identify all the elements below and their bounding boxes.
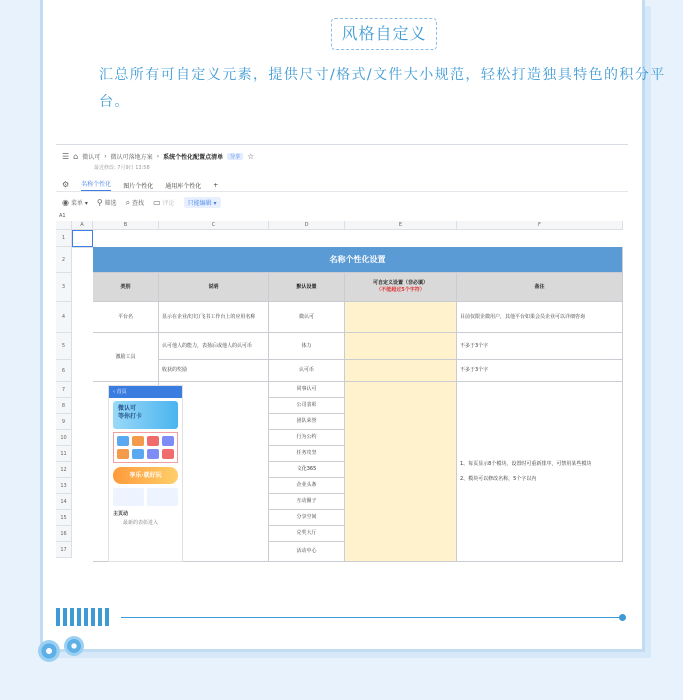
- stripe: [63, 608, 67, 626]
- tools-custom-cell-1[interactable]: [345, 333, 457, 360]
- stripe: [91, 608, 95, 626]
- circle-menu-icon: ◉: [62, 198, 69, 207]
- stripe: [84, 608, 88, 626]
- find-icon: ⌕: [125, 198, 131, 207]
- stripe: [105, 608, 109, 626]
- module-icon: [147, 449, 159, 459]
- phone-list-item: 最新的表彰进入: [123, 520, 159, 526]
- phone-header: ‹ 首页: [109, 386, 182, 398]
- header-custom-note: （不能超过5个字符）: [376, 287, 425, 293]
- menu-label: 菜单: [70, 200, 83, 207]
- header-default: 默认设置: [269, 273, 345, 302]
- module-item[interactable]: 文化365: [269, 462, 345, 478]
- stripe: [70, 608, 74, 626]
- row-header[interactable]: 12: [56, 462, 72, 478]
- chevron-right-icon: ›: [156, 153, 160, 160]
- phone-banner-line2: 等你打卡: [118, 413, 143, 420]
- platform-category[interactable]: 平台名: [93, 302, 159, 333]
- footer-line: [121, 617, 621, 618]
- phone-banner-line1: 微认可: [118, 405, 137, 412]
- flower-icon: [64, 636, 84, 656]
- module-item[interactable]: 公司表彰: [269, 398, 345, 414]
- tools-default-2[interactable]: 认可币: [269, 360, 345, 382]
- header-custom-label: 可自定义设置（非必填）: [372, 280, 428, 286]
- module-icon: [117, 436, 129, 446]
- header-category: 类别: [93, 273, 159, 302]
- module-item[interactable]: 兑奖大厅: [269, 526, 345, 542]
- phone-module-grid: [113, 432, 178, 463]
- row-header[interactable]: 14: [56, 494, 72, 510]
- row-header[interactable]: 7: [56, 382, 72, 398]
- phone-list-title: 主页动: [113, 511, 129, 517]
- tab-divider: [56, 191, 628, 192]
- row-header[interactable]: 10: [56, 430, 72, 446]
- row-header[interactable]: 15: [56, 510, 72, 526]
- modules-remark-2: 2、模块可以修改名称，5个字以内: [460, 475, 537, 482]
- view-mode-label: 只能编辑: [187, 200, 212, 207]
- comment-button[interactable]: [153, 198, 175, 207]
- breadcrumb-item-2[interactable]: 微认可落地方案: [110, 154, 153, 161]
- document-title[interactable]: 系统个性化配置点清单: [163, 154, 224, 161]
- phone-header-title: 首页: [116, 389, 127, 395]
- module-icon: [162, 449, 174, 459]
- column-header-f[interactable]: F: [457, 221, 623, 230]
- column-header-d[interactable]: D: [269, 221, 345, 230]
- cell-reference: A1: [59, 213, 66, 219]
- stripe: [56, 608, 60, 626]
- header-custom: [345, 273, 457, 302]
- column-header-c[interactable]: C: [159, 221, 269, 230]
- corner-cell[interactable]: [56, 221, 72, 230]
- add-tab-button[interactable]: +: [213, 181, 219, 189]
- row-header[interactable]: 11: [56, 446, 72, 462]
- chevron-right-icon: ›: [104, 153, 107, 160]
- row-header[interactable]: 2: [56, 247, 72, 273]
- phone-list: [113, 510, 178, 526]
- find-button[interactable]: [126, 198, 144, 207]
- platform-custom-cell[interactable]: [345, 302, 457, 333]
- find-label: 查找: [132, 200, 145, 207]
- phone-cards: [113, 488, 178, 506]
- tab-name-custom[interactable]: 名称个性化: [81, 179, 111, 191]
- toolbar: [62, 197, 221, 208]
- settings-icon[interactable]: ⚙: [62, 180, 70, 189]
- footer-stripes: [56, 608, 109, 626]
- header-remark: 备注: [457, 273, 623, 302]
- row-header[interactable]: 9: [56, 414, 72, 430]
- row-header[interactable]: 3: [56, 273, 72, 302]
- row-header[interactable]: 5: [56, 333, 72, 360]
- platform-default[interactable]: 微认可: [269, 302, 345, 333]
- home-icon[interactable]: ⌂: [73, 151, 79, 161]
- view-mode-dropdown[interactable]: 只能编辑 ▾: [184, 197, 221, 208]
- tools-desc-2[interactable]: 收获的奖励: [159, 360, 269, 382]
- phone-preview: [108, 385, 183, 562]
- tools-remark-2[interactable]: 不多于3个字: [457, 360, 623, 382]
- module-item[interactable]: 互动圈子: [269, 494, 345, 510]
- row-header[interactable]: 6: [56, 360, 72, 382]
- tools-category[interactable]: 激励工具: [93, 333, 159, 382]
- header-description: 说明: [159, 273, 269, 302]
- star-icon[interactable]: ☆: [247, 151, 255, 161]
- flower-icon: [38, 640, 60, 662]
- modules-remark[interactable]: [457, 382, 623, 562]
- column-header-b[interactable]: B: [93, 221, 159, 230]
- row-header[interactable]: 16: [56, 526, 72, 542]
- module-item[interactable]: 分享空间: [269, 510, 345, 526]
- breadcrumb: [62, 152, 254, 161]
- row-header[interactable]: 4: [56, 302, 72, 333]
- comment-label: 评论: [162, 200, 175, 207]
- stripe: [98, 608, 102, 626]
- module-item[interactable]: 活动中心: [269, 542, 345, 562]
- filter-icon: ⚲: [96, 198, 103, 207]
- menu-icon[interactable]: ☰: [62, 151, 70, 161]
- filter-label: 筛选: [104, 200, 117, 207]
- module-item[interactable]: 团队荣誉: [269, 414, 345, 430]
- module-icon: [132, 449, 144, 459]
- row-header[interactable]: 17: [56, 542, 72, 558]
- card-tile: [113, 488, 144, 506]
- selected-cell-a1[interactable]: [72, 230, 93, 247]
- filter-button[interactable]: [97, 198, 117, 207]
- card-tile: [147, 488, 178, 506]
- breadcrumb-item-1[interactable]: 微认可: [82, 154, 101, 161]
- tab-image-custom[interactable]: 图片个性化: [123, 182, 154, 190]
- module-item[interactable]: 任务攻坚: [269, 446, 345, 462]
- last-modified: 最近修改: 7月9日 13:58: [94, 165, 150, 171]
- platform-remark[interactable]: 目前仅限企微用户，其他平台如果会员企业可以详细咨询: [457, 302, 623, 333]
- tab-library-custom[interactable]: 通用库个性化: [165, 182, 202, 190]
- module-item[interactable]: 企业头条: [269, 478, 345, 494]
- tools-custom-cell-2[interactable]: [345, 360, 457, 382]
- comment-icon: ▭: [153, 198, 161, 207]
- column-header-a[interactable]: A: [72, 221, 93, 230]
- modules-remark-1: 1、每页显示8个模块，设置时可重新排序，可禁用某些模块: [460, 460, 592, 467]
- stripe: [77, 608, 81, 626]
- platform-desc[interactable]: 显示在企业/钉钉/飞书工作台上的应用名称: [159, 302, 269, 333]
- row-header[interactable]: 1: [56, 230, 72, 247]
- phone-banner: [113, 401, 178, 429]
- column-header-e[interactable]: E: [345, 221, 457, 230]
- row-header[interactable]: 13: [56, 478, 72, 494]
- module-icon: [147, 436, 159, 446]
- tools-desc-1[interactable]: 认可他人的能力，表扬后或他人的认可币: [159, 333, 269, 360]
- tools-default-1[interactable]: 体力: [269, 333, 345, 360]
- module-icon: [162, 436, 174, 446]
- intro-text: 汇总所有可自定义元素，提供尺寸/格式/文件大小规范，轻松打造独具特色的积分平台。: [99, 67, 666, 110]
- tools-remark-1[interactable]: 不多于3个字: [457, 333, 623, 360]
- phone-promo: 享乐·就好玩: [113, 467, 178, 484]
- section-heading: 风格自定义: [331, 18, 437, 50]
- module-item[interactable]: 行为公约: [269, 430, 345, 446]
- menu-button[interactable]: ◉ 菜单 ▾: [62, 198, 88, 207]
- modules-custom-cell[interactable]: [345, 382, 457, 562]
- sheet-tabs: [62, 179, 218, 191]
- row-header[interactable]: 8: [56, 398, 72, 414]
- table-banner: 名称个性化设置: [93, 247, 623, 273]
- module-icon: [132, 436, 144, 446]
- module-item[interactable]: 同事认可: [269, 382, 345, 398]
- footer-dot: [619, 614, 626, 621]
- share-badge: 分享: [227, 153, 243, 160]
- module-icon: [117, 449, 129, 459]
